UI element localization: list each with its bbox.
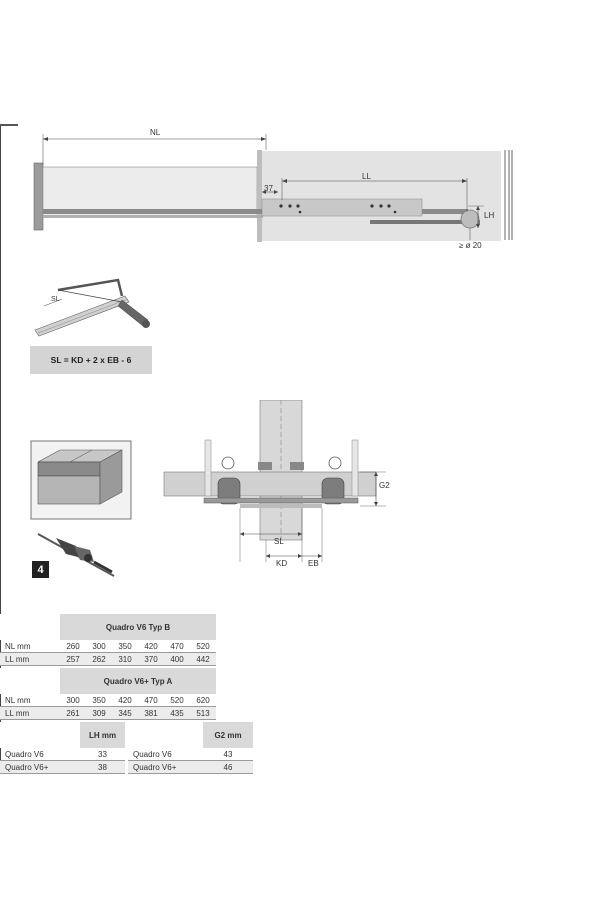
- table-row: LL mm 261 309 345 381 435 513: [0, 707, 216, 720]
- saw-illustration: [30, 272, 160, 342]
- table-v6plus-title: Quadro V6+ Typ A: [60, 668, 216, 694]
- drawer-slide-diagram: [0, 120, 600, 260]
- table-row: NL mm 260 300 350 420 470 520: [0, 640, 216, 653]
- table-lh-header: LH mm: [80, 722, 125, 748]
- step-number-badge: 4: [32, 561, 49, 578]
- wall-hatch: [505, 150, 512, 240]
- cabinet-area: [262, 151, 501, 241]
- table-quadro-v6: [0, 614, 216, 666]
- slide-body: [262, 199, 422, 216]
- table-row: Quadro V6+ 46: [128, 761, 253, 774]
- rail-piece: [35, 296, 129, 336]
- roller-wheel: [461, 210, 479, 228]
- table-row: Quadro V6+ 38: [0, 761, 125, 774]
- table-g2-header: G2 mm: [203, 722, 253, 748]
- table-row: Quadro V6 43: [128, 748, 253, 761]
- dim-37-label: 37: [264, 184, 273, 193]
- table-lh: [0, 722, 125, 774]
- nl-dim-label: NL: [150, 128, 161, 137]
- cabinet-back: [257, 150, 262, 242]
- drawer-illustration: [30, 440, 132, 520]
- cs-sl-label: SL: [274, 537, 284, 546]
- table-quadro-v6-plus: [0, 668, 216, 720]
- sl-formula: SL = KD + 2 x EB - 6: [30, 346, 152, 374]
- kd-label: KD: [276, 559, 288, 568]
- saw-sl-label: SL: [51, 296, 60, 303]
- table-v6-title: Quadro V6 Typ B: [60, 614, 216, 640]
- table-g2: [128, 722, 253, 774]
- table-row: LL mm 257 262 310 370 400 442: [0, 653, 216, 666]
- saw-frame: [58, 280, 122, 296]
- table-row: Quadro V6 33: [0, 748, 125, 761]
- diameter-label: ≥ ø 20: [459, 241, 482, 250]
- lh-dim-label: LH: [484, 211, 495, 220]
- ll-dim-label: LL: [362, 172, 371, 181]
- eb-label: EB: [308, 559, 319, 568]
- drawer-front: [34, 163, 43, 230]
- table-row: NL mm 300 350 420 470 520 620: [0, 694, 216, 707]
- g2-dim-label: G2: [379, 481, 390, 490]
